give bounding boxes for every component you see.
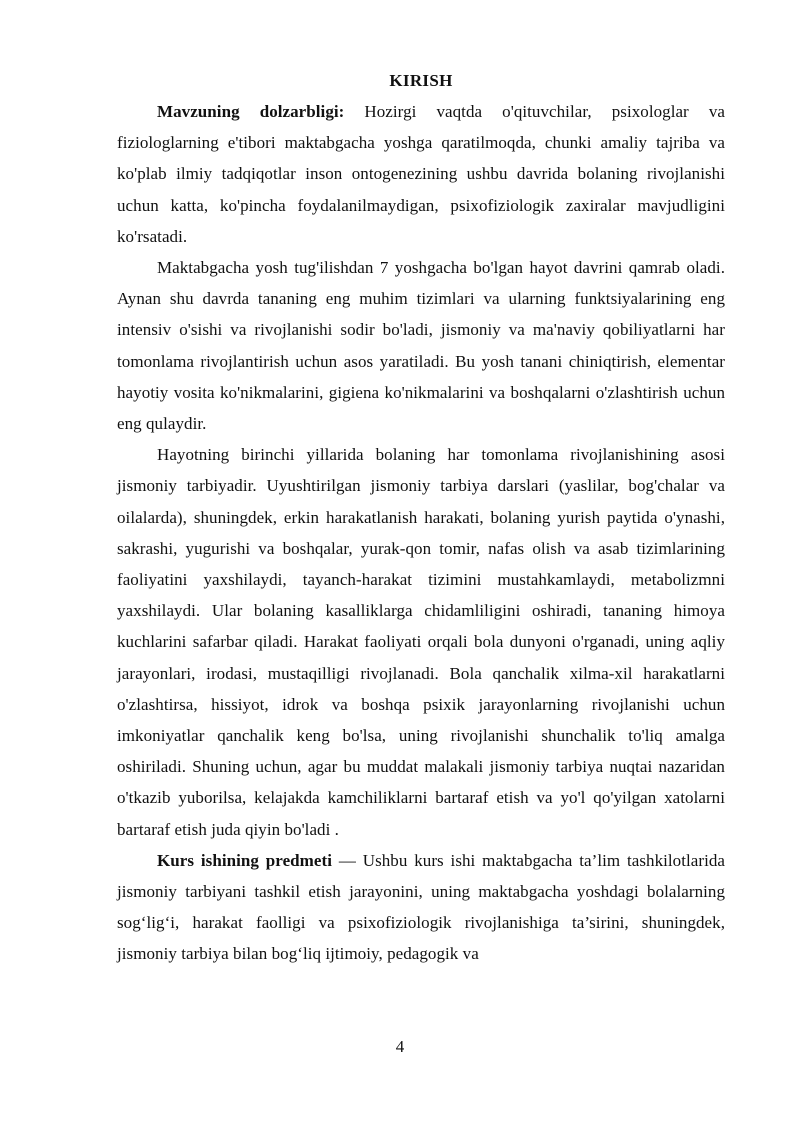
page-number: 4	[395, 1037, 405, 1056]
section-title: KIRISH	[389, 71, 453, 90]
paragraph-course-subject	[117, 845, 725, 970]
paragraph-lead: Kurs ishining predmeti	[157, 850, 332, 870]
paragraph-text: Hayotning birinchi yillarida bolaning har tomonlama rivojlanishining asosi jismoniy tarbiyadir. Uyushtirilgan jismoniy tarbiya darslari (yaslilar, bog'chalar va oilalarda), shuningdek, erkin harakatlanish harakati, bolaning yurish paytida o'ynashi, sakrashi, yugurishi va boshqalar, yurak-qon tomir, nafas olish va asab tizimlarining faoliyatini yaxshilaydi, tayanch-harakat tizimini mustahkamlaydi, metabolizmni yaxshilaydi. Ular bolaning kasalliklarga chidamliligini oshiradi, tananing himoya kuchlarini safarbar qiladi. Harakat faoliyati orqali bola dunyoni o'rganadi, uning aqliy jarayonlari, irodasi, mustaqilligi rivojlanadi. Bola qanchalik xilma-xil harakatlarni o'zlashtirsa, hissiyot, idrok va boshqa psixik jarayonlarning rivojlanishi uchun imkoniyatlar qanchalik keng bo'lsa, uning rivojlanishi shunchalik to'liq amalga oshiriladi. Shuning uchun, agar bu muddat malakali jismoniy tarbiya nuqtai nazaridan o'tkazib yuborilsa, kelajakda kamchiliklarni bartaraf etish va yo'l qo'yilgan xatolarni bartaraf etish juda qiyin bo'ladi .	[117, 445, 725, 839]
paragraph-text: Hozirgi vaqtda o'qituvchilar, psixologlar va fiziologlarning e'tibori maktabgacha yoshga qaratilmoqda, chunki amaliy tajriba va ko'plab ilmiy tadqiqotlar inson ontogenezining ushbu davrida bolaning rivojlanishi uchun katta, ko'pincha foydalanilmaydigan, psixofiziologik zaxiralar mavjudligini ko'rsatadi.	[117, 102, 725, 246]
paragraph-lead: Mavzuning dolzarbligi:	[157, 102, 345, 121]
paragraph-text: — Ushbu kurs ishi maktabgacha ta’lim tashkilotlarida jismoniy tarbiyani tashkil etish jarayonini, uning maktabgacha yoshdagi bolalarning sog‘lig‘i, harakat faolligi va psixofiziologik rivojlanishiga ta’sirini, shuningdek, jismoniy tarbiya bilan bog‘liq ijtimoiy, pedagogik va	[117, 850, 726, 964]
paragraph-text: Maktabgacha yosh tug'ilishdan 7 yoshgacha bo'lgan hayot davrini qamrab oladi. Aynan shu davrda tananing eng muhim tizimlari va ularning funktsiyalarining eng intensiv o'sishi va rivojlanishi sodir bo'ladi, jismoniy va ma'naviy qobiliyatlarni har tomonlama rivojlantirish uchun asos yaratiladi. Bu yosh tanani chiniqtirish, elementar hayotiy vosita ko'nikmalarini, gigiena ko'nikmalarini va boshqalarni o'zlashtirish uchun eng qulaydir.	[117, 258, 725, 434]
paragraph-relevance	[117, 96, 725, 252]
paragraph-physical-education	[117, 439, 725, 845]
paragraph-preschool-age	[117, 252, 725, 439]
document-page	[117, 70, 725, 970]
